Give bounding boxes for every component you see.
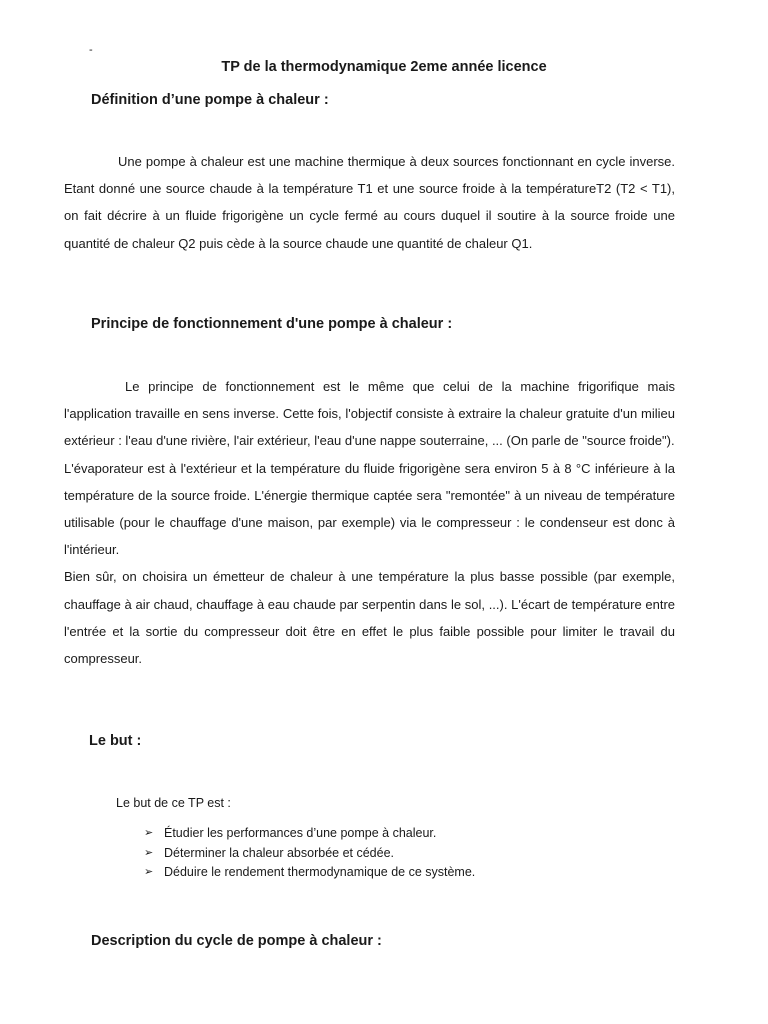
principe-text-1: Le principe de fonctionnement est le même que celui de la machine frigorifique mais l'application travaille en sens inverse. Cette fois, l'objectif consiste à extraire la chaleur gratuite d'un milieu extérieur : l'eau d'une rivière, l'air extérieur, l'eau d'une nappe souterraine, ... (On parle de "source froide"). <box>64 379 675 449</box>
list-item-text: Déterminer la chaleur absorbée et cédée. <box>164 845 394 860</box>
principe-heading: Principe de fonctionnement d'une pompe à chaleur : <box>91 316 453 332</box>
arrow-bullet-icon: ➢ <box>144 846 154 859</box>
top-mark: - <box>89 44 93 56</box>
list-item <box>144 824 475 844</box>
but-intro: Le but de ce TP est : <box>116 796 231 810</box>
but-list <box>144 824 475 883</box>
list-item <box>144 844 475 864</box>
principe-paragraph-2: L'évaporateur est à l'extérieur et la température du fluide frigorigène sera environ 5 à 8 °C inférieure à la température de la source froide. L'énergie thermique captée sera "remontée" à un niveau de température utilisable (pour le chauffage d'une maison, par exemple) via le compresseur : le condenseur est donc à l'intérieur. <box>64 460 675 558</box>
list-item-text: Déduire le rendement thermodynamique de ce système. <box>164 865 476 879</box>
but-heading: Le but : <box>89 733 142 749</box>
list-item <box>144 863 475 883</box>
principe-paragraph-3: Bien sûr, on choisira un émetteur de chaleur à une température la plus basse possible (par exemple, chauffage à air chaud, chauffage à eau chaude par serpentin dans le sol, ...). L'écart de température entre l'entrée et la sortie du compresseur doit être en effet le plus faible possible pour limiter le travail du compresseur. <box>64 569 675 667</box>
definition-heading: Définition d’une pompe à chaleur : <box>91 92 329 108</box>
principe-paragraph-1 <box>64 373 675 455</box>
definition-paragraph <box>64 148 675 257</box>
definition-text: Une pompe à chaleur est une machine thermique à deux sources fonctionnant en cycle inverse. Etant donné une source chaude à la température T1 et une source froide à la températureT2 (T2 < T1), on fait décrire à un fluide frigorigène un cycle fermé au cours duquel il soutire à la source froide une quantité de chaleur Q2 puis cède à la source chaude une quantité de chaleur Q1. <box>64 154 675 251</box>
description-heading: Description du cycle de pompe à chaleur : <box>91 933 382 949</box>
list-item-text: Étudier les performances d’une pompe à chaleur. <box>164 826 437 840</box>
arrow-bullet-icon: ➢ <box>144 827 154 839</box>
arrow-bullet-icon: ➢ <box>144 866 154 878</box>
document-title: TP de la thermodynamique 2eme année licence <box>221 59 547 75</box>
principe-paragraphs <box>64 373 675 672</box>
